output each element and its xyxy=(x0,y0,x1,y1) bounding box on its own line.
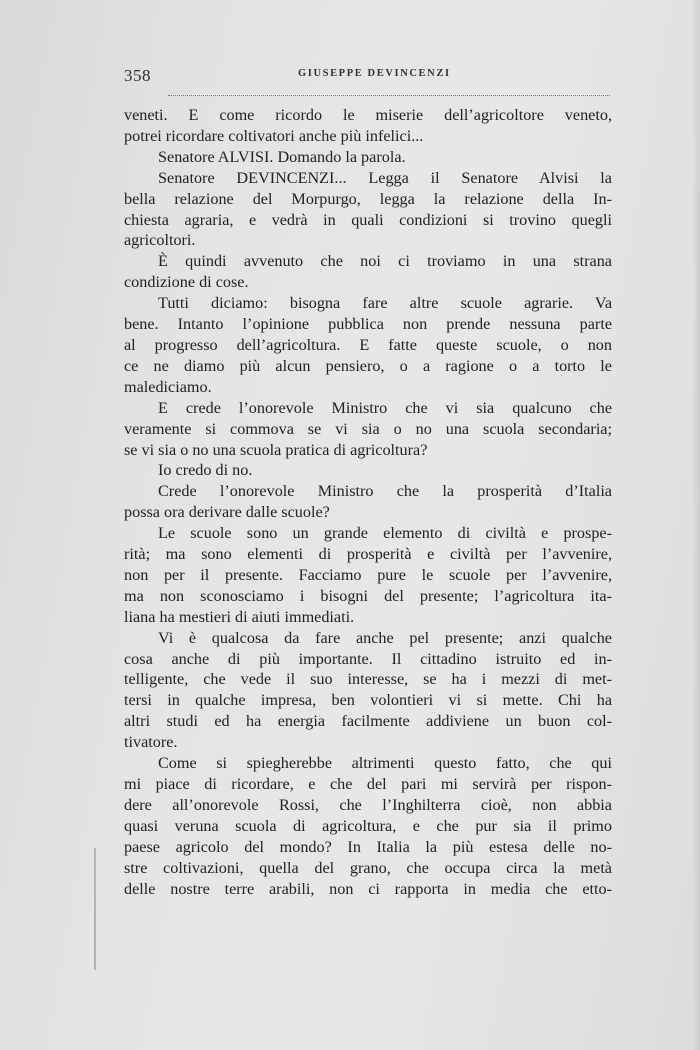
text-line: E crede l’onorevole Ministro che vi sia qualcuno che xyxy=(158,398,612,417)
text-line: paese agricolo del mondo? In Italia la più estesa delle no- xyxy=(124,837,612,856)
text-line: veramente si commova se vi sia o no una scuola secondaria; xyxy=(124,419,612,438)
text-line: potrei ricordare coltivatori anche più infelici... xyxy=(124,126,424,145)
text-line: Vi è qualcosa da fare anche pel presente; anzi qualche xyxy=(158,628,612,647)
text-line: quasi veruna scuola di agricoltura, e che pur sia il primo xyxy=(124,816,612,835)
text-line: veneti. E come ricordo le miserie dell’agricoltore veneto, xyxy=(124,106,612,124)
text-line: non per il presente. Facciamo pure le scuole per l’avvenire, xyxy=(124,565,612,584)
text-line: Come si spiegherebbe altrimenti questo fatto, che qui xyxy=(158,754,612,773)
text-line: tivatore. xyxy=(124,733,178,752)
paragraph xyxy=(124,251,612,293)
text-line: altri studi ed ha energia facilmente addiviene un buon col- xyxy=(124,712,612,731)
text-line: bene. Intanto l’opinione pubblica non prende nessuna parte xyxy=(124,315,612,334)
paragraph xyxy=(124,398,612,461)
paragraph xyxy=(124,753,612,899)
text-line: Senatore DEVINCENZI... Legga il Senatore Alvisi la xyxy=(158,168,612,187)
page-header xyxy=(124,64,614,90)
text-line: agricoltori. xyxy=(124,231,196,250)
page-edge-shadow xyxy=(692,0,700,1050)
paragraph xyxy=(124,628,612,753)
text-line: liana ha mestieri di aiuti immediati. xyxy=(124,607,355,626)
text-line: cosa anche di più importante. Il cittadino istruito ed in- xyxy=(124,649,612,668)
text-line: Io credo di no. xyxy=(158,461,253,480)
text-line: Tutti diciamo: bisogna fare altre scuole agrarie. Va xyxy=(158,294,612,313)
text-line: condizione di cose. xyxy=(124,273,249,292)
text-line: bella relazione del Morpurgo, legga la relazione della In- xyxy=(124,189,612,208)
text-line: malediciamo. xyxy=(124,377,212,396)
text-line: Le scuole sono un grande elemento di civiltà e prospe- xyxy=(158,524,612,543)
text-line: È quindi avvenuto che noi ci troviamo in una strana xyxy=(158,252,612,271)
text-line: tersi in qualche impresa, ben volontieri vi si mette. Chi ha xyxy=(124,691,612,710)
paragraph xyxy=(124,168,612,252)
text-line: ce ne diamo più alcun pensiero, o a ragione o a torto le xyxy=(124,356,612,375)
paragraph xyxy=(124,147,612,168)
running-head: GIUSEPPE DEVINCENZI xyxy=(298,68,451,79)
text-line: telligente, che vede il suo interesse, se ha i mezzi di met- xyxy=(124,670,612,689)
body-text xyxy=(124,105,612,899)
paragraph xyxy=(124,523,612,628)
text-line: Crede l’onorevole Ministro che la prosperità d’Italia xyxy=(158,482,612,501)
text-line: Senatore ALVISI. Domando la parola. xyxy=(158,147,406,166)
text-line: possa ora derivare dalle scuole? xyxy=(124,503,330,522)
text-line: delle nostre terre arabili, non ci rapporta in media che etto- xyxy=(124,879,612,898)
paragraph xyxy=(124,460,612,481)
margin-pencil-mark xyxy=(94,848,96,970)
paragraph xyxy=(124,293,612,398)
text-line: se vi sia o no una scuola pratica di agricoltura? xyxy=(124,440,428,459)
paragraph xyxy=(124,481,612,523)
text-line: mi piace di ricordare, e che del pari mi servirà per rispon- xyxy=(124,775,612,793)
page-number: 358 xyxy=(124,66,151,85)
text-line: al progresso dell’agricoltura. E fatte queste scuole, o non xyxy=(124,335,612,354)
text-line: rità; ma sono elementi di prosperità e civiltà per l’avvenire, xyxy=(124,545,612,564)
text-line: ma non sconosciamo i bisogni del presente; l’agricoltura ita- xyxy=(124,586,612,605)
text-line: dere all’onorevole Rossi, che l’Inghilterra cioè, non abbia xyxy=(124,795,612,814)
text-line: chiesta agraria, e vedrà in quali condizioni si trovino quegli xyxy=(124,210,612,229)
header-rule xyxy=(168,95,610,96)
paragraph xyxy=(124,105,612,147)
text-line: stre coltivazioni, quella del grano, che occupa circa la metà xyxy=(124,858,612,877)
